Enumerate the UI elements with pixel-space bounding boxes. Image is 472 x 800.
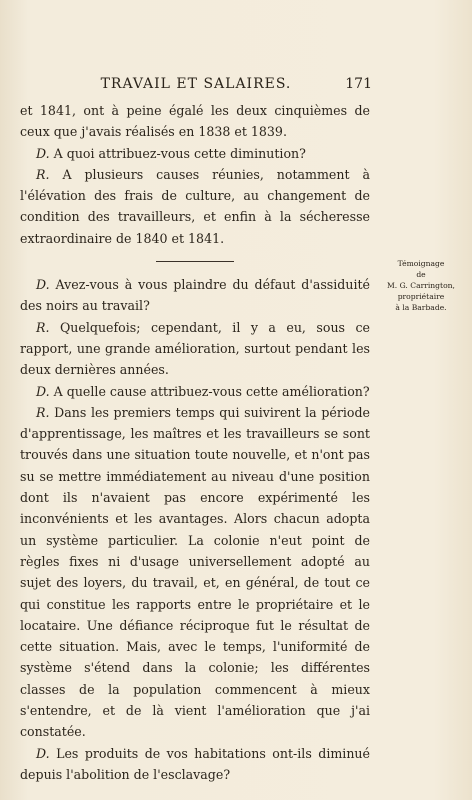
margin-note-line: à la Barbade. bbox=[395, 303, 447, 312]
answer-text: A plusieurs causes réunies, notamment à l'élévation des frais de culture, au changement de condition des travailleurs, et enfin à la sécheresse extraordinaire de 1840 et 1841. bbox=[20, 166, 370, 246]
speaker-d: D. bbox=[36, 145, 50, 161]
question-text: Avez-vous à vous plaindre du défaut d'assiduité des noirs au travail? bbox=[20, 277, 370, 314]
answer-text: Quelquefois; cependant, il y a eu, sous ce rapport, une grande amélioration, surtout pendant les deux dernières années. bbox=[20, 319, 370, 378]
margin-note-line: M. G. Carrington, bbox=[387, 281, 455, 290]
speaker-d: D. bbox=[36, 383, 50, 399]
speaker-d: D. bbox=[36, 277, 50, 293]
answer-causes bbox=[20, 164, 370, 249]
question-produits bbox=[20, 743, 370, 786]
page-header bbox=[20, 74, 372, 94]
question-assiduite bbox=[20, 274, 370, 317]
speaker-r: R. bbox=[36, 404, 50, 420]
question-amelioration bbox=[20, 381, 370, 402]
running-title: TRAVAIL ET SALAIRES. bbox=[100, 76, 292, 92]
page-number: 171 bbox=[345, 76, 372, 92]
question-diminution bbox=[20, 143, 370, 164]
question-text: A quoi attribuez-vous cette diminution? bbox=[49, 145, 306, 161]
question-text: Les produits de vos habitations ont-ils diminué depuis l'abolition de l'esclavage? bbox=[20, 745, 370, 782]
speaker-r: R. bbox=[36, 319, 50, 335]
body-text bbox=[20, 100, 370, 785]
margin-note-line: de bbox=[416, 270, 426, 279]
question-text: A quelle cause attribuez-vous cette amélioration? bbox=[49, 383, 370, 399]
answer-text: Dans les premiers temps qui suivirent la période d'apprentissage, les maîtres et les travailleurs se sont trouvés dans une situation toute nouvelle, et n'ont pas su se mettre immédiatement au niveau d'une position dont ils n'avaient pas encore expérimenté les inconvénients et les avantages. Alors chacun adopta un système particulier. La colonie n'eut point de règles fixes ni d'usage universellement adopté au sujet des loyers, du travail, et, en général, de tout ce qui constitue les rapports entre le propriétaire et le locataire. Une défiance réciproque fut le résultat de cette situation. Mais, avec le temps, l'uniformité de système s'étend dans la colonie; les différentes classes de la population commencent à mieux s'entendre, et de là vient l'amélioration que j'ai constatée. bbox=[20, 404, 370, 740]
margin-note-line: propriétaire bbox=[397, 292, 445, 301]
margin-note bbox=[380, 258, 462, 313]
speaker-d: D. bbox=[36, 745, 50, 761]
answer-premiers-temps bbox=[20, 402, 370, 743]
speaker-r: R. bbox=[36, 166, 50, 182]
margin-note-line: Témoignage bbox=[397, 259, 445, 268]
answer-quelquefois bbox=[20, 317, 370, 381]
paragraph-continuation: et 1841, ont à peine égalé les deux cinquièmes de ceux que j'avais réalisés en 1838 et 1839. bbox=[20, 103, 370, 140]
section-separator bbox=[156, 261, 234, 262]
